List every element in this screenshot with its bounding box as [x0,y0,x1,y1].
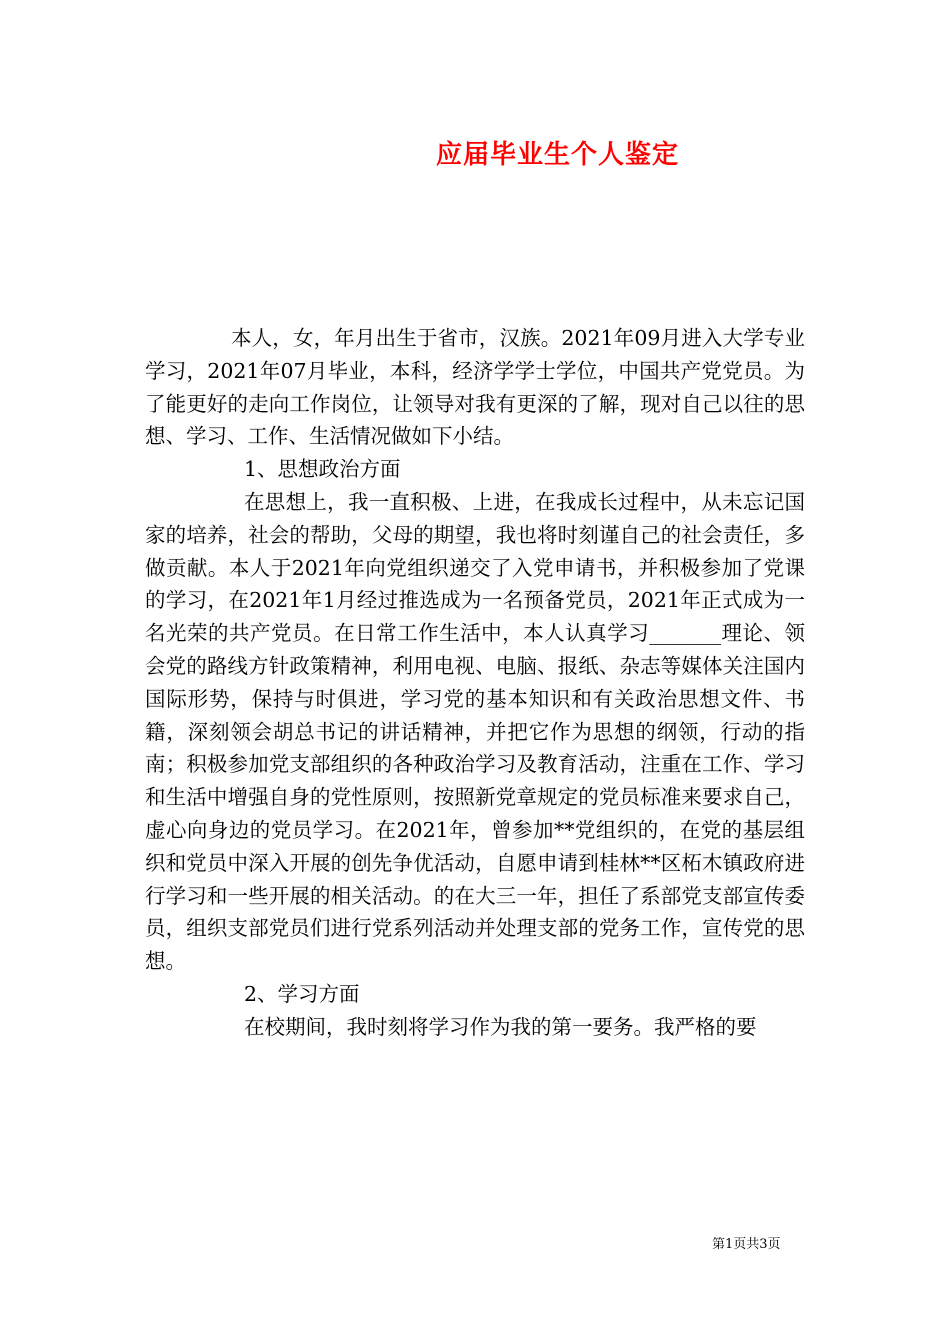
section-heading-political: 1、思想政治方面 [244,457,401,482]
study-paragraph: 在校期间，我时刻将学习作为我的第一要务。我严格的要 [244,1014,757,1039]
page-title: 应届毕业生个人鉴定 [435,140,679,170]
section-heading-study: 2、学习方面 [244,981,360,1006]
document-body [145,322,805,1044]
political-paragraph: 在思想上，我一直积极、上进，在我成长过程中，从未忘记国家的培养，社会的帮助，父母的期望，我也将时刻谨自己的社会责任，多做贡献。本人于2021年向党组织递交了入党申请书，并积极参加了党课的学习，在2021年1月经过推选成为一名预备党员，2021年正式成为一名光荣的共产党员。在日常工作生活中，本人认真学习_______理论、领会党的路线方针政策精神，利用电视、电脑、报纸、杂志等媒体关注国内国际形势，保持与时俱进，学习党的基本知识和有关政治思想文件、书籍，深刻领会胡总书记的讲话精神，并把它作为思想的纲领，行动的指南；积极参加党支部组织的各种政治学习及教育活动，注重在工作、学习和生活中增强自身的党性原则，按照新党章规定的党员标准来要求自己，虚心向身边的党员学习。在2021年，曾参加**党组织的，在党的基层组织和党员中深入开展的创先争优活动，自愿申请到桂林**区柘木镇政府进行学习和一些开展的相关活动。的在大三一年，担任了系部党支部宣传委员，组织支部党员们进行党系列活动并处理支部的党务工作，宣传党的思想。 [145,489,805,974]
page-number: 第1页共3页 [712,1237,781,1252]
intro-paragraph: 本人，女，年月出生于省市，汉族。2021年09月进入大学专业学习，2021年07月毕业，本科，经济学学士学位，中国共产党党员。为了能更好的走向工作岗位，让领导对我有更深的了解，现对自己以往的思想、学习、工作、生活情况做如下小结。 [145,326,805,449]
